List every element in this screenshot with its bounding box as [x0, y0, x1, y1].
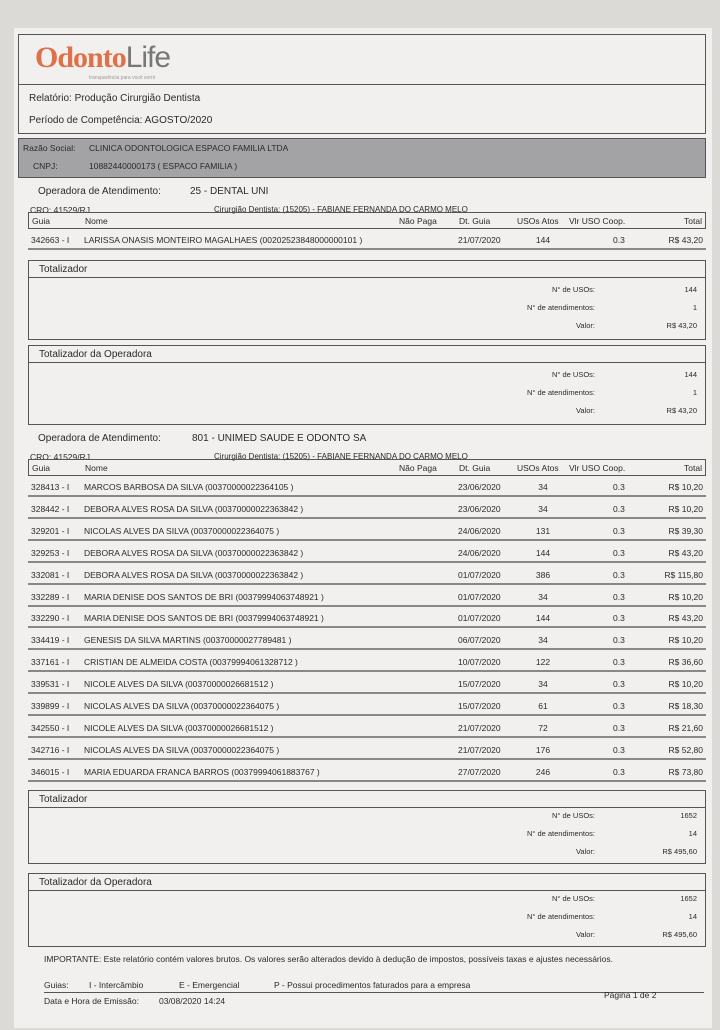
table-row: [28, 564, 706, 585]
report-info: [18, 84, 706, 134]
cell-guia: 337161 - I: [31, 657, 70, 668]
cell-usos: 122: [535, 657, 551, 668]
table-header: [28, 459, 706, 476]
cell-usos: 34: [538, 591, 548, 602]
cell-guia: 339531 - I: [31, 679, 70, 690]
column-total: Total: [684, 463, 702, 473]
cell-guia: 342550 - I: [31, 722, 70, 733]
table-row: [28, 542, 706, 563]
cell-dt-guia: 23/06/2020: [458, 503, 501, 514]
totalizer-box: [28, 260, 706, 340]
cell-dt-guia: 21/07/2020: [458, 722, 501, 733]
cell-dt-guia: 01/07/2020: [458, 569, 501, 580]
label-valor: Valor:: [575, 847, 595, 856]
label-atend: N° de atendimentos:: [526, 912, 595, 921]
table-header: [28, 212, 706, 229]
table-row: [28, 476, 706, 497]
cell-vlr-uso: 0.3: [613, 679, 625, 690]
table-row: [28, 717, 706, 738]
label-usos: N° de USOs:: [551, 285, 595, 294]
report-page: [14, 28, 712, 1028]
totalizer-box: [28, 790, 706, 864]
cell-nome: NICOLAS ALVES DA SILVA (00370000022364075 ): [84, 525, 280, 536]
column-vlr: Vlr USO Coop.: [569, 463, 626, 473]
totalizer-title: Totalizador: [29, 261, 705, 278]
table-row: [28, 629, 706, 650]
cell-vlr-uso: 0.3: [613, 569, 625, 580]
cell-guia: 332289 - I: [31, 591, 70, 602]
table-row: [28, 673, 706, 694]
report-label: Relatório:: [29, 93, 72, 104]
cell-nome: MARIA DENISE DOS SANTOS DE BRI (00379994063748921 ): [84, 613, 324, 624]
table-row: [28, 498, 706, 519]
column-nome: Nome: [85, 463, 108, 473]
cell-guia: 332081 - I: [31, 569, 70, 580]
cell-nome: MARCOS BARBOSA DA SILVA (00370000022364105 ): [84, 482, 294, 492]
important-note: IMPORTANTE: Este relatório contém valores brutos. Os valores serão alterados devido à dedução de impostos, possíveis taxas e ajustes necessários.: [44, 954, 613, 964]
cell-guia: 334419 - I: [31, 635, 70, 646]
cell-total: R$ 43,20: [668, 613, 703, 624]
operadora-value: 801 - UNIMED SAUDE E ODONTO SA: [192, 433, 367, 444]
cell-total: R$ 21,60: [668, 722, 703, 733]
label-valor: Valor:: [575, 406, 595, 415]
cell-usos: 34: [538, 679, 548, 690]
emission: [44, 996, 225, 1006]
cell-usos: 34: [538, 482, 548, 492]
cell-dt-guia: 10/07/2020: [458, 657, 501, 668]
cell-vlr-uso: 0.3: [613, 657, 625, 668]
cell-guia: 342663 - I: [31, 235, 70, 245]
column-usos: USOs Atos: [517, 463, 559, 473]
table-row: [28, 586, 706, 607]
label-usos: N° de USOs:: [551, 370, 595, 379]
report-name: Produção Cirurgião Dentista: [74, 93, 201, 104]
table-row: [28, 739, 706, 760]
cell-usos: 144: [535, 547, 551, 558]
emission-label: Data e Hora de Emissão:: [44, 996, 139, 1006]
operadora-label: Operadora de Atendimento:: [38, 433, 161, 444]
cell-usos: 144: [535, 235, 551, 245]
value-valor: R$ 43,20: [666, 406, 697, 415]
totalizer-box: [28, 345, 706, 425]
cell-total: R$ 10,20: [668, 591, 703, 602]
cell-total: R$ 43,20: [668, 547, 703, 558]
table-row: [28, 607, 706, 628]
cell-dt-guia: 21/07/2020: [458, 235, 501, 245]
cell-guia: 346015 - I: [31, 766, 70, 777]
cell-dt-guia: 15/07/2020: [458, 679, 501, 690]
cell-dt-guia: 01/07/2020: [458, 613, 501, 624]
dentista: Cirurgião Dentista: (15205) - FABIANE FERNANDA DO CARMO MELO: [214, 205, 468, 214]
column-nao_paga: Não Paga: [399, 216, 437, 226]
label-atend: N° de atendimentos:: [526, 829, 595, 838]
period-label: Período de Competência:: [29, 115, 143, 126]
cell-usos: 131: [535, 525, 551, 536]
column-vlr: Vlr USO Coop.: [569, 216, 626, 226]
value-valor: R$ 495,60: [662, 930, 697, 939]
table-row: [28, 520, 706, 541]
cell-total: R$ 10,20: [668, 503, 703, 514]
cell-usos: 61: [538, 701, 548, 711]
cell-nome: MARIA DENISE DOS SANTOS DE BRI (00379994063748921 ): [84, 591, 324, 602]
cell-usos: 176: [535, 744, 551, 755]
cell-vlr-uso: 0.3: [613, 591, 625, 602]
cell-total: R$ 43,20: [668, 235, 703, 245]
cell-usos: 72: [538, 722, 548, 733]
label-usos: N° de USOs:: [551, 894, 595, 903]
cell-dt-guia: 24/06/2020: [458, 547, 501, 558]
cell-dt-guia: 24/06/2020: [458, 525, 501, 536]
label-atend: N° de atendimentos:: [526, 388, 595, 397]
cell-nome: NICOLAS ALVES DA SILVA (00370000022364075 ): [84, 701, 280, 711]
value-usos: 1652: [680, 894, 697, 903]
value-usos: 144: [684, 370, 697, 379]
cell-nome: GENESIS DA SILVA MARTINS (00370000027789481 ): [84, 635, 292, 646]
cell-total: R$ 10,20: [668, 679, 703, 690]
cell-nome: NICOLE ALVES DA SILVA (00370000026681512 ): [84, 722, 274, 733]
cell-usos: 246: [535, 766, 551, 777]
value-atend: 14: [688, 829, 697, 838]
cell-vlr-uso: 0.3: [613, 235, 625, 245]
logo-header: [18, 34, 706, 86]
column-dt: Dt. Guia: [459, 216, 491, 226]
table-row: [28, 761, 706, 782]
cell-nome: NICOLAS ALVES DA SILVA (00370000022364075 ): [84, 744, 280, 755]
column-dt: Dt. Guia: [459, 463, 491, 473]
razao-label: Razão Social:: [23, 143, 76, 153]
cell-dt-guia: 21/07/2020: [458, 744, 501, 755]
cell-dt-guia: 06/07/2020: [458, 635, 501, 646]
cro: CRO: 41529/RJ: [30, 452, 90, 462]
cell-nome: DEBORA ALVES ROSA DA SILVA (00370000022363842 ): [84, 503, 304, 514]
cell-vlr-uso: 0.3: [613, 503, 625, 514]
cell-usos: 34: [538, 635, 548, 646]
cnpj-label: CNPJ:: [33, 161, 58, 171]
cell-nome: MARIA EDUARDA FRANCA BARROS (00379994061883767 ): [84, 766, 320, 777]
table-row: [28, 229, 706, 250]
cell-vlr-uso: 0.3: [613, 525, 625, 536]
label-atend: N° de atendimentos:: [526, 303, 595, 312]
cro: CRO: 41529/RJ: [30, 205, 90, 215]
cell-vlr-uso: 0.3: [613, 547, 625, 558]
cell-guia: 329201 - I: [31, 525, 70, 536]
cell-usos: 34: [538, 503, 548, 514]
cell-dt-guia: 27/07/2020: [458, 766, 501, 777]
cell-guia: 329253 - I: [31, 547, 70, 558]
cell-usos: 386: [535, 569, 551, 580]
odontolife-logo: OdontoLife: [35, 41, 171, 74]
cell-total: R$ 52,80: [668, 744, 703, 755]
cell-total: R$ 73,80: [668, 766, 703, 777]
value-valor: R$ 43,20: [666, 321, 697, 330]
cell-vlr-uso: 0.3: [613, 766, 625, 777]
cell-total: R$ 39,30: [668, 525, 703, 536]
logo-tagline: transparência para você sorrir: [89, 75, 156, 81]
cell-nome: DEBORA ALVES ROSA DA SILVA (00370000022363842 ): [84, 569, 304, 580]
column-nao_paga: Não Paga: [399, 463, 437, 473]
table-row: [28, 651, 706, 672]
operadora-value: 25 - DENTAL UNI: [190, 186, 269, 197]
cell-dt-guia: 01/07/2020: [458, 591, 501, 602]
cell-guia: 328442 - I: [31, 503, 70, 514]
totalizer-box: [28, 873, 706, 947]
emission-datetime: 03/08/2020 14:24: [158, 996, 226, 1006]
value-atend: 1: [692, 303, 697, 312]
cell-total: R$ 36,60: [668, 657, 703, 668]
cnpj-value: 10882440000173 ( ESPACO FAMILIA ): [89, 161, 238, 171]
cell-total: R$ 18,30: [668, 701, 703, 711]
razao-value: CLINICA ODONTOLOGICA ESPACO FAMILIA LTDA: [89, 143, 289, 153]
cell-dt-guia: 23/06/2020: [458, 482, 501, 492]
cell-vlr-uso: 0.3: [613, 722, 625, 733]
totalizer-title: Totalizador da Operadora: [29, 874, 705, 891]
company-info: [18, 138, 706, 178]
label-valor: Valor:: [575, 321, 595, 330]
cell-guia: 339899 - I: [31, 701, 70, 711]
cell-total: R$ 10,20: [668, 635, 703, 646]
legend-emergencial: E - Emergencial: [179, 980, 240, 990]
cell-guia: 342716 - I: [31, 744, 70, 755]
column-nome: Nome: [85, 216, 108, 226]
period-value: AGOSTO/2020: [144, 115, 213, 126]
column-guia: Guia: [32, 463, 50, 473]
cell-total: R$ 10,20: [668, 482, 703, 492]
cell-dt-guia: 15/07/2020: [458, 701, 501, 711]
guias-label: Guias:: [44, 980, 69, 990]
label-usos: N° de USOs:: [551, 811, 595, 820]
column-usos: USOs Atos: [517, 216, 559, 226]
column-guia: Guia: [32, 216, 50, 226]
cell-vlr-uso: 0.3: [613, 482, 625, 492]
value-usos: 1652: [680, 811, 697, 820]
column-total: Total: [684, 216, 702, 226]
totalizer-title: Totalizador da Operadora: [29, 346, 705, 363]
page-number: Página 1 de 2: [604, 990, 657, 1000]
cell-nome: LARISSA ONASIS MONTEIRO MAGALHAES (00202523848000000101 ): [84, 235, 363, 245]
value-valor: R$ 495,60: [662, 847, 697, 856]
totalizer-title: Totalizador: [29, 791, 705, 808]
cell-vlr-uso: 0.3: [613, 613, 625, 624]
dentista: Cirurgião Dentista: (15205) - FABIANE FERNANDA DO CARMO MELO: [214, 452, 468, 461]
cell-guia: 328413 - I: [31, 482, 70, 492]
table-row: [28, 695, 706, 716]
operadora-label: Operadora de Atendimento:: [38, 186, 161, 197]
value-atend: 1: [692, 388, 697, 397]
cell-nome: NICOLE ALVES DA SILVA (00370000026681512 ): [84, 679, 274, 690]
cell-nome: CRISTIAN DE ALMEIDA COSTA (00379994061328712 ): [84, 657, 298, 668]
cell-vlr-uso: 0.3: [613, 635, 625, 646]
value-usos: 144: [684, 285, 697, 294]
cell-vlr-uso: 0.3: [613, 744, 625, 755]
value-atend: 14: [688, 912, 697, 921]
cell-nome: DEBORA ALVES ROSA DA SILVA (00370000022363842 ): [84, 547, 304, 558]
legend-possui: P - Possui procedimentos faturados para a empresa: [274, 980, 471, 990]
cell-usos: 144: [535, 613, 551, 624]
cell-guia: 332290 - I: [31, 613, 70, 624]
legend-intercambio: I - Intercâmbio: [89, 980, 144, 990]
cell-total: R$ 115,80: [664, 569, 703, 580]
label-valor: Valor:: [575, 930, 595, 939]
cell-vlr-uso: 0.3: [613, 701, 625, 711]
